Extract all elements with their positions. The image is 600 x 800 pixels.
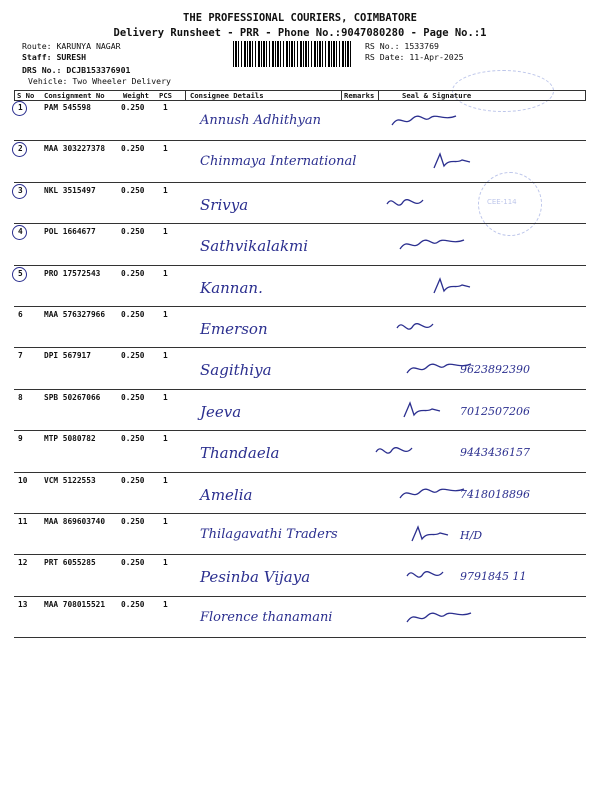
barcode [233, 41, 351, 67]
table-right-border [585, 91, 586, 101]
row-sno: 4 [18, 227, 23, 237]
row-separator [14, 513, 586, 514]
row-sno: 8 [18, 392, 23, 402]
row-signature-scribble [395, 316, 465, 338]
row-consignee-handwritten: Sathvikalakmi [200, 237, 309, 256]
row-consignment: POL 1664677 [44, 227, 96, 237]
row-sno: 1 [18, 103, 23, 112]
row-consignee-handwritten: Thilagavathi Traders [200, 527, 338, 542]
row-consignee-handwritten: Chinmaya International [200, 154, 357, 170]
row-separator [14, 140, 586, 141]
row-phone-handwritten: 9623892390 [460, 363, 530, 377]
signature-stroke [376, 448, 412, 453]
row-sno: 2 [18, 144, 23, 154]
row-signature-scribble [398, 482, 468, 504]
row-pcs: 1 [163, 517, 168, 526]
col-sno: S No [17, 91, 35, 100]
row-consignment: PRO 17572543 [44, 268, 101, 278]
row-consignment: MAA 708015521 [44, 599, 106, 609]
row-pcs: 1 [163, 144, 168, 154]
row-pcs: 1 [163, 475, 168, 485]
row-separator [14, 223, 586, 224]
row-separator [14, 430, 586, 431]
signature-stroke [400, 240, 464, 249]
signature-stroke [392, 116, 456, 125]
row-signature-scribble [398, 233, 468, 255]
row-phone-handwritten: 9791845 11 [460, 570, 527, 584]
row-consignee-handwritten: Amelia [200, 485, 253, 504]
row-consignment: MTP 5080782 [44, 434, 96, 444]
row-signature-scribble [390, 109, 460, 131]
row-consignment: MAA 576327966 [44, 310, 106, 319]
row-pcs: 1 [163, 599, 168, 609]
row-consignee-handwritten: Sagithiya [200, 361, 272, 380]
row-signature-scribble [374, 440, 444, 462]
row-consignee-handwritten: Pesinba Vijaya [200, 568, 311, 587]
row-weight: 0.250 [121, 351, 145, 361]
rs-date: RS Date: 11-Apr-2025 [365, 52, 464, 62]
row-sno: 11 [18, 517, 28, 526]
row-separator [14, 389, 586, 390]
row-phone-handwritten: H/D [460, 529, 483, 542]
row-consignee-handwritten: Florence thanamani [200, 609, 333, 625]
table-col-divider [185, 91, 186, 101]
row-weight: 0.250 [121, 434, 145, 444]
row-pcs: 1 [163, 351, 168, 361]
row-weight: 0.250 [121, 310, 145, 319]
row-signature-scribble [385, 192, 455, 214]
row-phone-handwritten: 9443436157 [460, 446, 530, 460]
row-sno: 6 [18, 310, 23, 319]
row-separator [14, 554, 586, 555]
row-phone-handwritten: 7012507206 [460, 404, 530, 418]
row-weight: 0.250 [121, 185, 145, 195]
rs-number: RS No.: 1533769 [365, 41, 439, 51]
row-weight: 0.250 [121, 517, 145, 526]
col-consignment: Consignment No [44, 91, 105, 100]
row-weight: 0.250 [121, 392, 145, 402]
row-consignment: MAA 869603740 [44, 517, 106, 526]
table-left-border [14, 91, 15, 101]
row-signature-scribble [405, 564, 475, 586]
row-consignee-handwritten: Thandaela [200, 444, 280, 463]
stamp-text: CEE-114 [487, 198, 517, 206]
row-separator [14, 182, 586, 183]
row-consignment: PAM 545598 [44, 103, 91, 112]
row-weight: 0.250 [121, 475, 145, 485]
row-sno: 13 [18, 599, 28, 609]
signature-stroke [412, 527, 448, 541]
row-pcs: 1 [163, 392, 168, 402]
signature-stroke [407, 364, 471, 373]
col-seal-signature: Seal & Signature [402, 91, 472, 100]
row-signature-scribble [430, 150, 500, 172]
row-weight: 0.250 [121, 558, 145, 568]
row-separator [14, 596, 586, 597]
route-label: Route: KARUNYA NAGAR [22, 41, 121, 51]
row-pcs: 1 [163, 434, 168, 444]
col-consignee: Consignee Details [190, 91, 264, 100]
row-signature-scribble [400, 399, 470, 421]
row-weight: 0.250 [121, 103, 145, 112]
row-signature-scribble [408, 523, 478, 545]
row-pcs: 1 [163, 103, 168, 112]
row-weight: 0.250 [121, 227, 145, 237]
row-separator [14, 306, 586, 307]
row-consignment: VCM 5122553 [44, 475, 96, 485]
row-phone-handwritten: 7418018896 [460, 487, 530, 501]
row-pcs: 1 [163, 268, 168, 278]
row-weight: 0.250 [121, 144, 145, 154]
table-header-rule [14, 100, 586, 101]
row-signature-scribble [430, 275, 500, 297]
row-sno: 3 [18, 185, 23, 195]
signature-stroke [407, 572, 443, 577]
row-pcs: 1 [163, 558, 168, 568]
col-weight: Weight [123, 91, 149, 100]
signature-stroke [434, 279, 470, 293]
vehicle-label: Vehicle: Two Wheeler Delivery [28, 76, 171, 86]
signature-stroke [397, 324, 433, 329]
table-col-divider [341, 91, 342, 101]
row-pcs: 1 [163, 227, 168, 237]
row-sno: 7 [18, 351, 23, 361]
row-signature-scribble [405, 357, 475, 379]
row-sno: 10 [18, 475, 28, 485]
signature-stroke [407, 613, 471, 622]
row-sno: 9 [18, 434, 23, 444]
company-title: THE PROFESSIONAL COURIERS, COIMBATORE [183, 12, 417, 24]
signature-stroke [400, 489, 464, 498]
row-consignment: NKL 3515497 [44, 185, 96, 195]
row-consignee-handwritten: Annush Adhithyan [200, 113, 321, 128]
row-consignment: SPB 50267066 [44, 392, 101, 402]
row-sno: 12 [18, 558, 28, 568]
runsheet-subtitle: Delivery Runsheet - PRR - Phone No.:9047080280 - Page No.:1 [113, 27, 487, 39]
row-consignment: DPI 567917 [44, 351, 91, 361]
row-signature-scribble [405, 606, 475, 628]
row-pcs: 1 [163, 185, 168, 195]
row-weight: 0.250 [121, 268, 145, 278]
drs-number: DRS No.: DCJB153376901 [22, 65, 131, 75]
row-consignee-handwritten: Srivya [200, 195, 249, 214]
row-separator [14, 637, 586, 638]
row-sno: 5 [18, 268, 23, 278]
row-separator [14, 265, 586, 266]
row-separator [14, 347, 586, 348]
signature-stroke [404, 403, 440, 417]
row-pcs: 1 [163, 310, 168, 319]
row-consignee-handwritten: Kannan. [200, 278, 263, 297]
col-pcs: PCS [159, 91, 172, 100]
staff-label: Staff: SURESH [22, 52, 87, 62]
row-consignee-handwritten: Jeeva [200, 402, 242, 421]
row-separator [14, 472, 586, 473]
row-consignment: PRT 6055285 [44, 558, 96, 568]
signature-stroke [387, 199, 423, 204]
table-col-divider [378, 91, 379, 101]
row-consignee-handwritten: Emerson [200, 320, 268, 338]
row-weight: 0.250 [121, 599, 145, 609]
signature-stroke [434, 154, 470, 168]
col-remarks: Remarks [344, 91, 375, 100]
row-consignment: MAA 303227378 [44, 144, 106, 154]
